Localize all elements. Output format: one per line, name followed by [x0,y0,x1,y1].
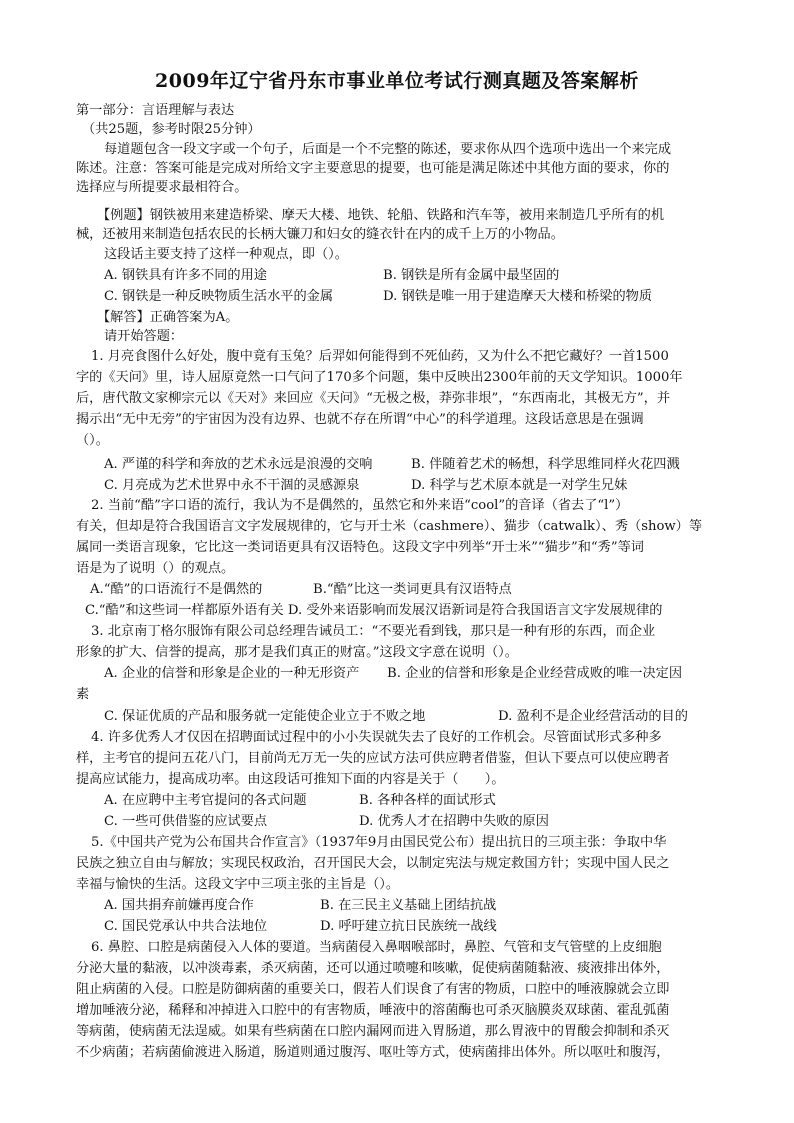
option-b: B. 伴随着艺术的畅想，科学思维同样火花四溅 [411,457,680,472]
question-4-line: 提高应试能力，提高成功率。由这段话可推知下面的内容是关于（ ）。 [76,772,505,787]
question-6-line: 阻止病菌的入侵。口腔是防御病菌的重要关口，假若人们误食了有害的物质，口腔中的唾液腺就会立即 [76,982,670,997]
option-b: B.“酷”比这一类词更具有汉语特点 [313,582,512,597]
option-b: B. 钢铁是所有金属中最坚固的 [383,268,560,283]
question-5-line: 5.《中国共产党为公布国共合作宣言》（1937年9月由国民党公布）提出抗日的三项主张：争取中华 [91,835,667,850]
question-2-line: 属同一类语言现象，它比这一类词语更具有汉语特色。这段文字中列举“开士米”“猫步”和“秀”等词 [76,540,644,555]
option-c: C. 保证优质的产品和服务就一定能使企业立于不败之地 [104,709,426,724]
option-a: A. 在应聘中主考官提问的各式问题 [104,793,307,808]
option-d: D. 钢铁是唯一用于建造摩天大楼和桥梁的物质 [383,289,653,304]
option-c-d: C.“酷”和这些词一样都原外语有关 D. 受外来语影响而发展汉语新词是符合我国语言文字发展规律的 [85,603,663,618]
example-line: 械，还被用来制造包括农民的长柄大镰刀和妇女的缝衣针在内的成千上万的小物品。 [76,227,564,242]
question-4-line: 样，主考官的提问五花八门，目前尚无万无一失的应试方法可供应聘者借鉴，但认下要点可以使应聘者 [76,751,670,766]
question-3-line: 3. 北京南丁格尔服饰有限公司总经理告诫员工：“不要光看到钱，那只是一种有形的东西，而企业 [91,624,656,639]
option-b-continued: 素 [76,687,90,702]
option-d: D. 科学与艺术原本就是一对学生兄妹 [411,478,628,493]
option-a: A. 企业的信誉和形象是企业的一种无形资产 [104,666,360,681]
question-6-line: 6. 鼻腔、口腔是病菌侵入人体的要道。当病菌侵入鼻咽喉部时，鼻腔、气管和支气管壁的上皮细胞 [91,940,662,955]
question-1-line: 后，唐代散文家柳宗元以《天对》来回应《天问》“无极之极，莽弥非垠”，“东西南北，其极无方”，并 [76,391,671,406]
question-1-line: 1. 月亮食图什么好处，腹中竟有玉兔？后羿如何能得到不死仙药，又为什么不把它藏好？一首1500 [91,349,669,364]
option-a: A. 钢铁具有许多不同的用途 [104,268,267,283]
question-6-line: 等病菌，使病菌无法逞威。如果有些病菌在口腔内漏网而进入胃肠道，那么胃液中的胃酸会抑制和杀灭 [76,1024,670,1039]
question-5-line: 幸福与愉快的生活。这段文字中三项主张的主旨是（）。 [76,877,400,892]
option-d: D. 盈利不是企业经营活动的目的 [498,709,688,724]
section-heading: 第一部分：言语理解与表达 [76,103,235,118]
question-1-line: 字的《天问》里，诗人屈原竟然一口气问了170多个问题，集中反映出2300年前的天文学知识。1000年 [76,370,683,385]
document-title: 2009年辽宁省丹东市事业单位考试行测真题及答案解析 [155,70,639,92]
question-2-line: 语是为了说明（）的观点。 [76,561,235,576]
option-d: D. 优秀人才在招聘中失败的原因 [359,814,549,829]
option-c: C. 月亮成为艺术世界中永不干涸的灵感源泉 [104,478,360,493]
option-c: C. 钢铁是一种反映物质生活水平的金属 [104,289,334,304]
example-line: 【例题】钢铁被用来建造桥梁、摩天大楼、地铁、轮船、铁路和汽车等，被用来制造几乎所有的机 [97,208,665,223]
option-a: A. 国共捐弃前嫌再度合作 [104,898,254,913]
instruction-line: 陈述。注意：答案可能是完成对所给文字主要意思的提要，也可能是满足陈述中其他方面的要求，你的 [76,161,670,176]
example-answer: 【解答】正确答案为A。 [97,310,239,325]
option-a: A.“酷”的口语流行不是偶然的 [90,582,263,597]
question-1-line: （）。 [76,433,109,448]
option-c: C. 一些可供借鉴的应试要点 [104,814,268,829]
question-3-line: 形象的扩大、信誉的提高，那才是我们真正的财富。”这段文字意在说明（）。 [76,645,518,660]
question-6-line: 分泌大量的黏液，以冲淡毒素，杀灭病菌，还可以通过喷嚏和咳嗽，促使病菌随黏液、痰液排出体外， [76,961,670,976]
section-time-note: （共25题，参考时限25分钟） [82,122,261,137]
option-b: B. 企业的信誉和形象是企业经营成败的唯一决定因 [387,666,683,681]
start-answering: 请开始答题： [104,329,184,344]
question-4-line: 4. 许多优秀人才仅因在招聘面试过程中的小小失误就失去了良好的工作机会。尽管面试形式多种多 [91,730,662,745]
question-2-line: 有关，但却是符合我国语言文字发展规律的，它与开士米（cashmere）、猫步（catwalk）、秀（show）等 [76,519,703,534]
option-b: B. 在三民主义基础上团结抗战 [320,898,497,913]
instruction-line: 选择应与所提要求最相符合。 [76,180,248,195]
option-d: D. 呼吁建立抗日民族统一战线 [320,919,497,934]
question-5-line: 民族之独立自由与解放；实现民权政治，召开国民大会，以制定宪法与规定救国方针；实现中国人民之 [76,856,670,871]
instruction-line: 每道题包含一段文字或一个句子，后面是一个不完整的陈述，要求你从四个选项中选出一个来完成 [104,142,672,157]
option-c: C. 国民党承认中共合法地位 [104,919,268,934]
question-6-line: 不少病菌；若病菌偷渡进入肠道，肠道则通过腹泻、呕吐等方式，使病菌排出体外。所以呕吐和腹泻， [76,1045,670,1060]
example-question: 这段话主要支持了这样一种观点，即（）。 [104,247,348,262]
question-6-line: 增加唾液分泌，稀释和冲掉进入口腔中的有害物质，唾液中的溶菌酶也可杀灭脑膜炎双球菌、霍乱弧菌 [76,1003,670,1018]
option-b: B. 各种各样的面试形式 [359,793,496,808]
option-a: A. 严谨的科学和奔放的艺术永远是浪漫的交响 [104,457,373,472]
question-1-line: 揭示出“无中无旁”的宇宙因为没有边界、也就不存在所谓“中心”的科学道理。这段话意思是在强调 [76,412,644,427]
question-2-line: 2. 当前“酷”字口语的流行，我认为不是偶然的，虽然它和外来语“cool”的音译（省去了“l”） [91,498,629,513]
